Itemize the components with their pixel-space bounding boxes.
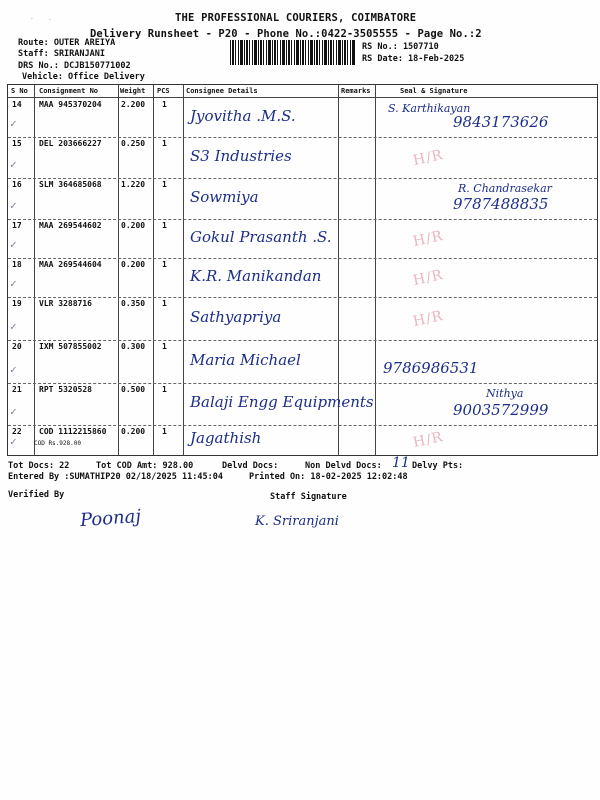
total-docs: Tot Docs: 22 — [8, 461, 70, 471]
delivery-points: Delvy Pts: — [412, 461, 464, 471]
header-seal: Seal & Signature — [400, 87, 468, 95]
row-cod-note: COD Rs.928.00 — [34, 440, 81, 447]
header-consignment: Consignment No — [39, 87, 99, 95]
row-weight: 1.220 — [121, 180, 146, 189]
check-mark-icon: ✓ — [10, 320, 17, 333]
delivered-docs: Delvd Docs: — [222, 461, 279, 471]
row-consignee-handwritten: Jyovitha .M.S. — [190, 106, 296, 125]
row-stamp: H/R — [411, 146, 445, 169]
row-receiver-signature: R. Chandrasekar — [458, 182, 552, 195]
check-mark-icon: ✓ — [10, 435, 17, 448]
header-consignee: Consignee Details — [186, 87, 258, 95]
row-sno: 21 — [12, 385, 22, 394]
row-weight: 0.500 — [121, 385, 146, 394]
row-pcs: 1 — [162, 427, 167, 436]
row-receiver-signature: Nithya — [486, 387, 524, 400]
row-consignment: VLR 3288716 — [39, 299, 92, 308]
row-receiver-phone: 9787488835 — [453, 195, 549, 213]
row-pcs: 1 — [162, 139, 167, 148]
company-title: THE PROFESSIONAL COURIERS, COIMBATORE — [175, 12, 417, 24]
runsheet-title: Delivery Runsheet - P20 - Phone No.:0422-3505555 - Page No.:2 — [90, 28, 482, 40]
row-consignee-handwritten: K.R. Manikandan — [190, 266, 322, 285]
non-delivered-docs: Non Delvd Docs: — [305, 461, 382, 471]
row-sno: 20 — [12, 342, 22, 351]
row-pcs: 1 — [162, 100, 167, 109]
rs-date: RS Date: 18-Feb-2025 — [362, 54, 465, 64]
check-mark-icon: ✓ — [10, 238, 17, 251]
header-sno: S No — [11, 87, 28, 95]
row-sno: 18 — [12, 260, 22, 269]
row-stamp: H/R — [411, 266, 445, 289]
row-pcs: 1 — [162, 342, 167, 351]
row-weight: 0.250 — [121, 139, 146, 148]
check-mark-icon: ✓ — [10, 363, 17, 376]
row-weight: 0.200 — [121, 260, 146, 269]
verifier-signature: Poonaj — [79, 505, 142, 532]
check-mark-icon: ✓ — [10, 405, 17, 418]
row-sno: 19 — [12, 299, 22, 308]
row-pcs: 1 — [162, 260, 167, 269]
row-consignee-handwritten: Gokul Prasanth .S. — [190, 227, 332, 246]
check-mark-icon: ✓ — [10, 117, 17, 130]
row-stamp: H/R — [411, 307, 445, 330]
header-pcs: PCS — [157, 87, 170, 95]
row-pcs: 1 — [162, 180, 167, 189]
row-stamp: H/R — [411, 429, 445, 451]
row-consignment: MAA 945370204 — [39, 100, 102, 109]
row-receiver-phone: 9786986531 — [383, 359, 479, 377]
rs-number: RS No.: 1507710 — [362, 42, 439, 52]
check-mark-icon: ✓ — [10, 277, 17, 290]
header-remarks: Remarks — [341, 87, 371, 95]
non-delivered-hand: 11 — [392, 455, 410, 471]
row-consignee-handwritten: S3 Industries — [190, 146, 292, 165]
drs-number: DRS No.: DCJB150771002 — [18, 61, 131, 71]
row-weight: 0.200 — [121, 427, 146, 436]
row-sno: 22 — [12, 427, 22, 436]
row-consignment: MAA 269544602 — [39, 221, 102, 230]
header-weight: Weight — [120, 87, 146, 95]
row-receiver-phone: 9843173626 — [453, 113, 549, 131]
row-consignee-handwritten: Jagathish — [190, 429, 262, 447]
row-consignee-handwritten: Maria Michael — [190, 350, 301, 369]
staff-label: Staff: SRIRANJANI — [18, 49, 105, 59]
row-receiver-phone: 9003572999 — [453, 401, 549, 419]
row-weight: 0.300 — [121, 342, 146, 351]
row-consignment: RPT 5320528 — [39, 385, 92, 394]
row-sno: 17 — [12, 221, 22, 230]
total-cod: Tot COD Amt: 928.00 — [96, 461, 194, 471]
barcode — [230, 40, 356, 65]
row-consignment: MAA 269544604 — [39, 260, 102, 269]
vehicle-label: Vehicle: Office Delivery — [22, 72, 145, 82]
route-label: Route: OUTER AREIYA — [18, 38, 116, 48]
row-weight: 2.200 — [121, 100, 146, 109]
row-pcs: 1 — [162, 299, 167, 308]
row-consignee-handwritten: Sathyapriya — [190, 307, 282, 326]
row-pcs: 1 — [162, 385, 167, 394]
scan-marks: - . — [30, 15, 52, 22]
printed-on: Printed On: 18-02-2025 12:02:48 — [249, 472, 408, 482]
staff-signature-label: Staff Signature — [270, 492, 347, 502]
runsheet-table — [7, 84, 598, 456]
row-weight: 0.200 — [121, 221, 146, 230]
check-mark-icon: ✓ — [10, 199, 17, 212]
row-sno: 14 — [12, 100, 22, 109]
row-weight: 0.350 — [121, 299, 146, 308]
verified-by-label: Verified By — [8, 490, 65, 500]
row-pcs: 1 — [162, 221, 167, 230]
row-sno: 15 — [12, 139, 22, 148]
staff-signature: K. Sriranjani — [255, 514, 339, 529]
row-consignment: SLM 364685068 — [39, 180, 102, 189]
row-consignment: DEL 203666227 — [39, 139, 102, 148]
row-sno: 16 — [12, 180, 22, 189]
entered-by: Entered By :SUMATHIP20 02/18/2025 11:45:04 — [8, 472, 223, 482]
row-consignee-handwritten: Balaji Engg Equipments — [190, 393, 374, 411]
row-stamp: H/R — [411, 227, 445, 250]
check-mark-icon: ✓ — [10, 158, 17, 171]
row-consignment: COD 1112215860 — [39, 427, 107, 436]
row-receiver-signature: S. Karthikayan — [388, 102, 471, 115]
row-consignment: IXM 507855002 — [39, 342, 102, 351]
row-consignee-handwritten: Sowmiya — [190, 187, 259, 206]
